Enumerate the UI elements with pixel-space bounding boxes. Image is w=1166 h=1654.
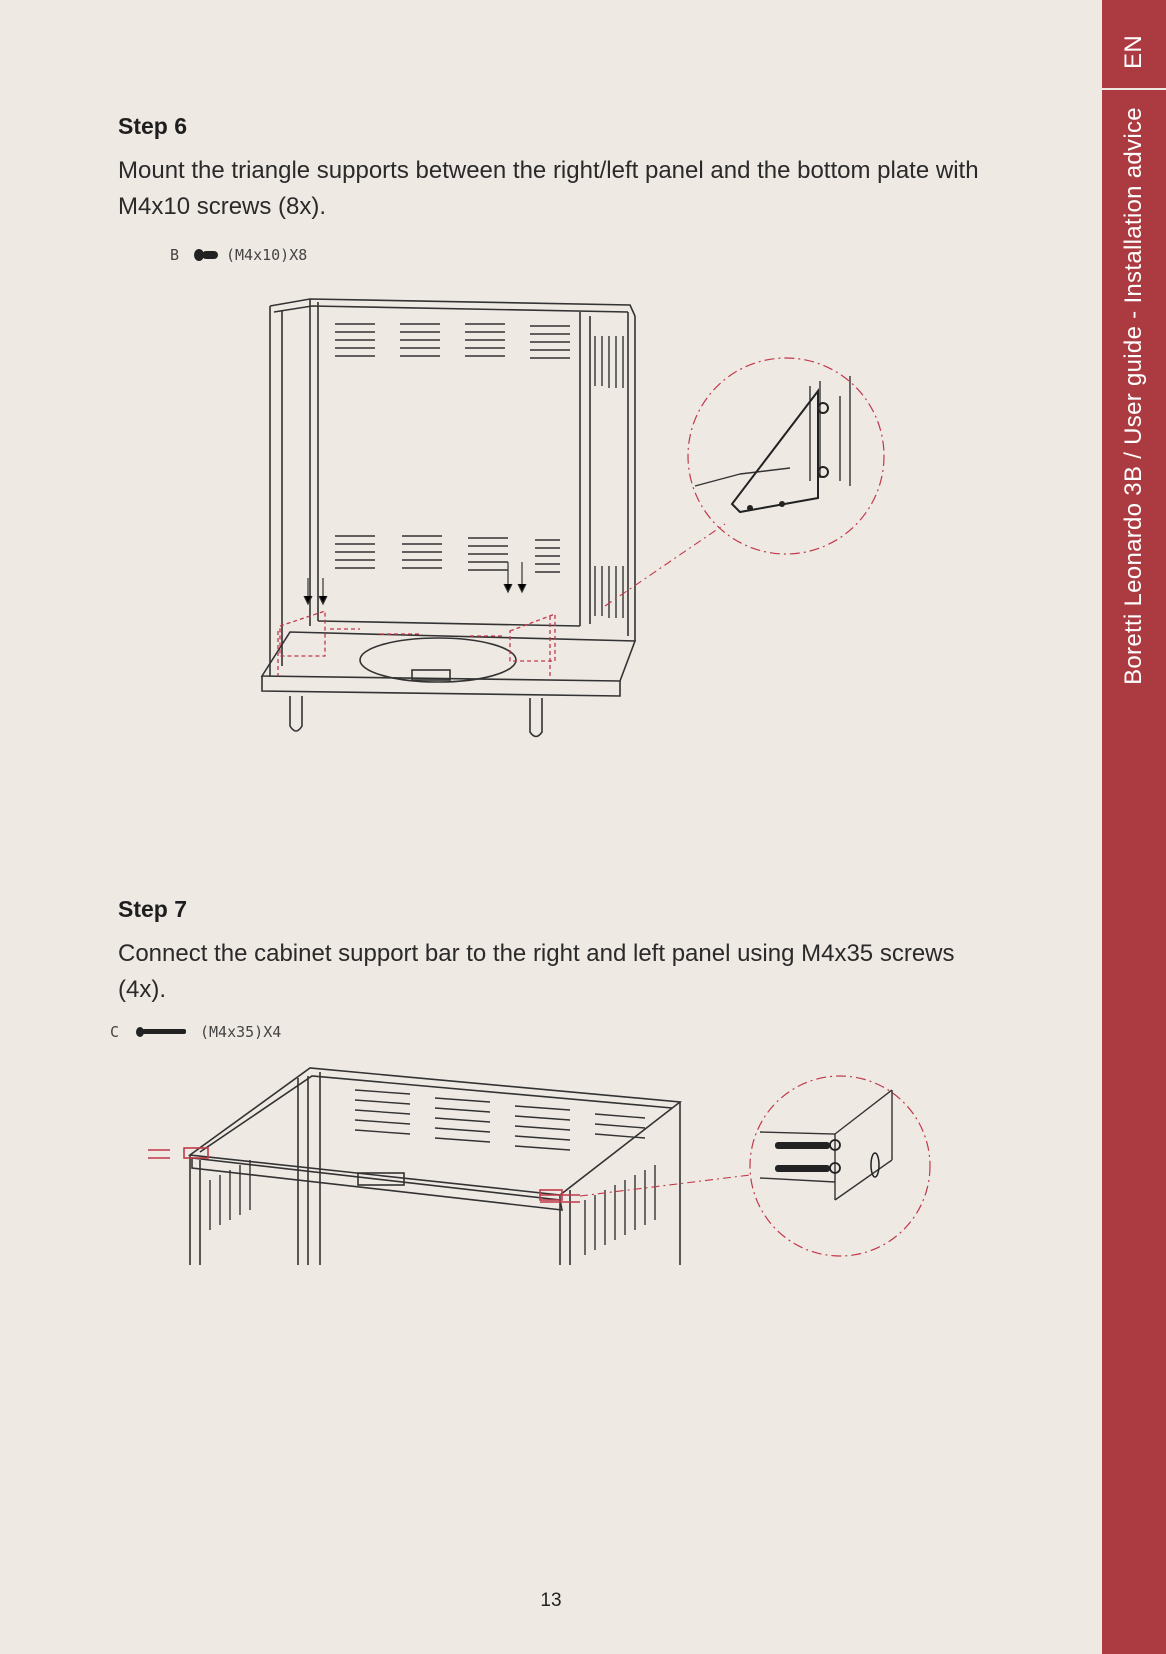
part-c-letter: C <box>110 1023 120 1041</box>
part-b-letter: B <box>170 246 180 264</box>
step-7-diagram <box>100 1010 980 1270</box>
part-c-spec: (M4x35)X4 <box>200 1023 282 1041</box>
cabinet-frame-illustration <box>262 299 635 737</box>
part-b-spec: (M4x10)X8 <box>226 246 308 264</box>
part-c-callout <box>110 1023 281 1041</box>
sidebar <box>1102 0 1166 1654</box>
page-number: 13 <box>540 1590 562 1611</box>
step-6-diagram <box>150 236 1000 746</box>
part-b-callout <box>170 246 307 264</box>
language-label: EN <box>1120 35 1147 69</box>
support-bar-detail <box>750 1076 930 1256</box>
document-title: Boretti Leonardo 3B / User guide - Installation advice <box>1120 107 1147 685</box>
detail-leader-line-2 <box>580 1175 750 1196</box>
step-7-text: Connect the cabinet support bar to the right and left panel using M4x35 screws (4x). <box>118 940 955 1003</box>
screw-m4x10-icon <box>194 249 218 261</box>
language-box <box>1102 0 1166 90</box>
step-6-title: Step 6 <box>118 113 188 139</box>
screw-m4x35-icon <box>136 1027 186 1037</box>
support-bar-screw-markers <box>148 1148 580 1202</box>
cabinet-top-illustration <box>190 1068 680 1265</box>
step-7-title: Step 7 <box>118 896 188 922</box>
detail-leader-line <box>605 524 725 606</box>
triangle-support-detail <box>688 358 884 554</box>
step-6-text: Mount the triangle supports between the right/left panel and the bottom plate with M4x10 screws (8x). <box>118 157 979 220</box>
